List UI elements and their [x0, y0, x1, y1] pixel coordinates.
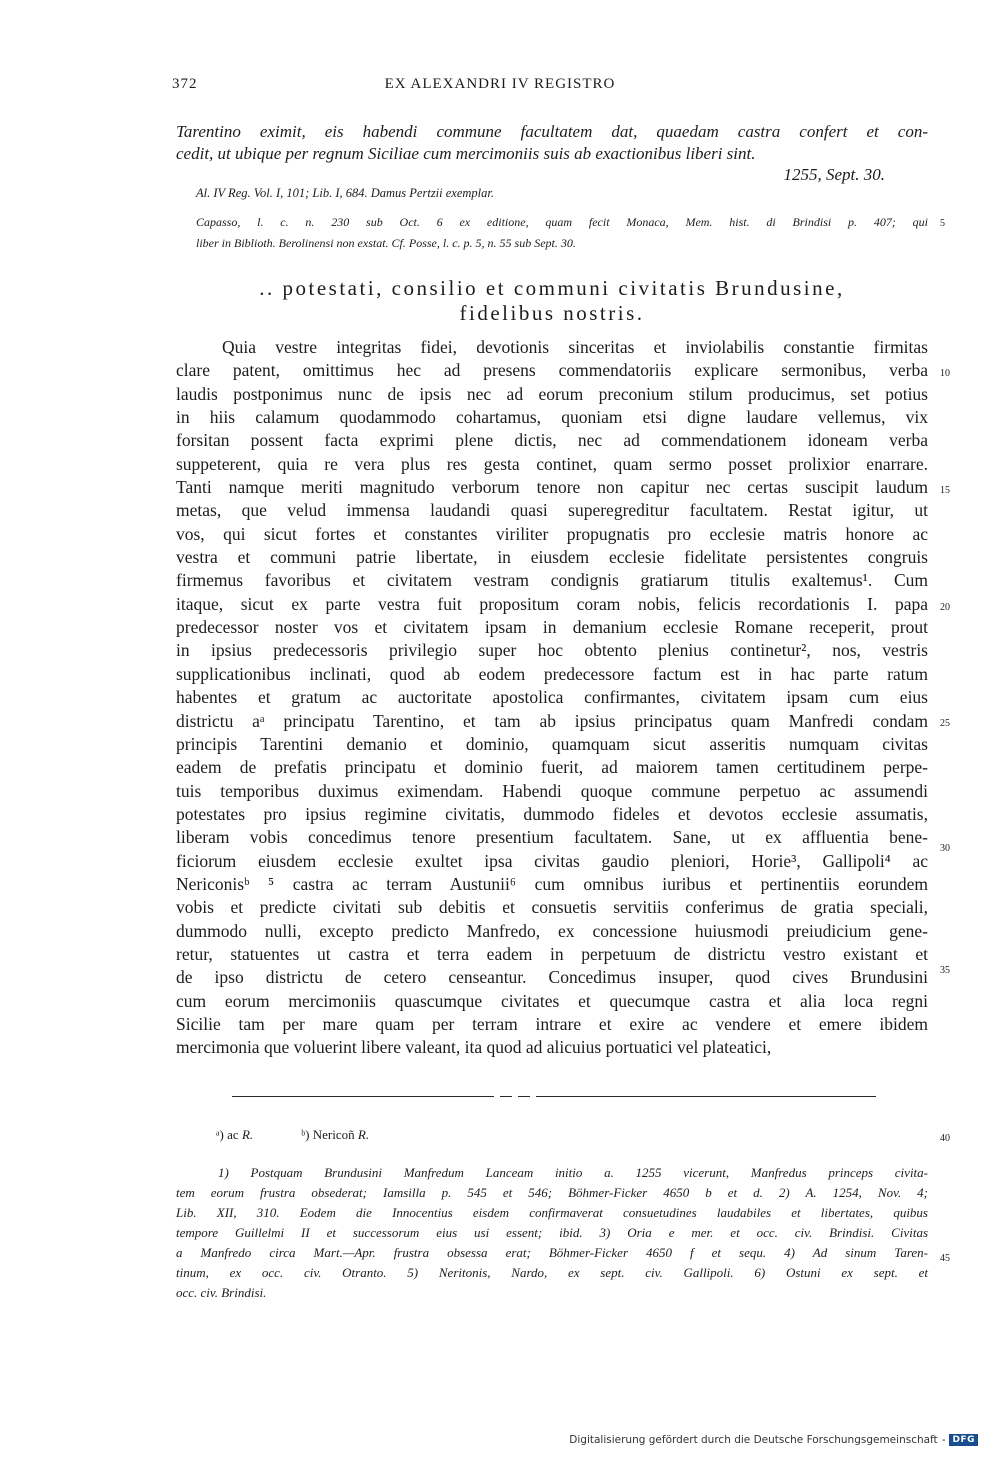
document-summary [176, 121, 928, 165]
body-line: in hiis calamum quodammodo cohartamus, quoniam etsi digne laudare vellemus, vix [176, 407, 928, 428]
body-line: eadem de prefatis principatu et dominio fuerit, ad maiorem tamen certitudinem perpe- [176, 757, 928, 778]
body-line: laudis postponimus nunc de ipsis nec ad eorum preconium stilum producimus, set potius [176, 383, 928, 404]
footnotes [176, 1163, 928, 1303]
footnote-rule [500, 1096, 512, 1097]
margin-line-number: 5 [940, 218, 945, 229]
footnote-line: tempore Guillelmi II et successorum eius usi essent; ibid. 3) Oria e mer. et occ. civ. Brindisi. Civitas [176, 1225, 928, 1240]
body-line: dummodo nulli, excepto predicto Manfredo, ex concessione huiusmodi preiudicium gene- [176, 920, 928, 941]
body-line: suppeterent, quia re vera plus res gesta continet, quam sermo posset prolixior enarrare. [176, 453, 928, 474]
apparatus-siglum: R. [241, 1127, 254, 1142]
source-reference: Al. IV Reg. Vol. I, 101; Lib. I, 684. Damus Pertzii exemplar. [196, 186, 494, 200]
footnote-line: tem eorum frustra obsederat; Iamsilla p. 545 et 546; Böhmer-Ficker 4650 b et d. 2) A. 1254, Nov. 4; [176, 1185, 928, 1200]
summary-line: Tarentino eximit, eis habendi commune facultatem dat, quaedam castra confert et con- [176, 122, 928, 141]
body-line: potestates pro ipsius regimine civitatis, dummodo fideles et devotos ecclesie assumatis, [176, 803, 928, 824]
body-line: in ipsius predecessoris privilegio super hoc obtento plenius continetur², nos, vestris [176, 640, 928, 661]
address-line: .. potestati, consilio et communi civitatis Brundusine, [259, 276, 845, 300]
body-line: forsitan possent facta exprimi plene dictis, nec ad commendationem idoneam verba [176, 430, 928, 451]
footnote-line: occ. civ. Brindisi. [176, 1285, 267, 1300]
body-line: tuis temporibus duximus eximendam. Habendi quoque commune perpetuo ac assumendi [176, 780, 928, 801]
apparatus-note-b: ᵇ) Nericoñ [301, 1127, 358, 1142]
body-line: supplicationibus inclinati, quod ab eodem predecessore factum est in hac parte ratum [176, 663, 928, 684]
editorial-notes [196, 212, 928, 254]
body-line: predecessor noster vos et civitatem ipsam in demanium ecclesie Romane receperit, prout [176, 617, 928, 638]
body-line: Sicilie tam per mare quam per terram intrare et exire ac vendere et emere ibidem [176, 1013, 928, 1034]
body-line: itaque, sicut ex parte vestra fuit propositum coram nobis, felicis recordationis I. papa [176, 593, 928, 614]
body-line: habentes et gratum ac auctoritate apostolica confirmantes, civitatem ipsam cum eius [176, 687, 928, 708]
address-heading [176, 276, 928, 326]
summary-line: cedit, ut ubique per regnum Siciliae cum mercimoniis suis ab exactionibus liberi sint. [176, 144, 756, 163]
body-line: vos, qui sicut fortes et constantes viriliter propugnatis pro ecclesie matris honore ac [176, 523, 928, 544]
footnote-line: Lib. XII, 310. Eodem die Innocentius eisdem confirmaverat consuetudines laudabiles et libertates, quibus [176, 1205, 928, 1220]
body-line: de ipso districtu de cetero censeantur. Concedimus insuper, quod cives Brundusini [176, 967, 928, 988]
letter-body [176, 336, 928, 1060]
textual-apparatus [216, 1127, 369, 1143]
body-line: vobis et predicte civitati sub debitis et consuetis servitiis conferimus de gratia speciali, [176, 897, 928, 918]
margin-line-number: 10 [940, 368, 950, 379]
body-line: Nericonisᵇ ⁵ castra ac terram Austunii⁶ cum omnibus iuribus et pertinentiis eorundem [176, 873, 928, 894]
editorial-note-line: Capasso, l. c. n. 230 sub Oct. 6 ex editione, quam fecit Monaca, Mem. hist. di Brindisi p. 407; qui [196, 215, 928, 229]
apparatus-siglum: R. [357, 1127, 370, 1142]
body-line: vestra et communi patrie libertate, in eiusdem ecclesie fidelitate persistentes congruis [176, 547, 928, 568]
footnote-rule [518, 1096, 530, 1097]
running-title: EX ALEXANDRI IV REGISTRO [384, 76, 616, 92]
body-line: Tanti namque meriti magnitudo verborum tenore non capitur nec certas suscipit laudum [176, 477, 928, 498]
footnote-rule [232, 1096, 494, 1097]
body-line: ficiorum eiusdem ecclesie exultet ipsa civitas gaudio pleniori, Horie³, Gallipoli⁴ ac [176, 850, 928, 871]
body-line: retur, statuentes ut castra et terra eadem in perpetuum de districtu vestro existant et [176, 943, 928, 964]
editorial-note-line: liber in Biblioth. Berolinensi non exstat. Cf. Posse, l. c. p. 5, n. 55 sub Sept. 30. [196, 236, 576, 250]
credit-text: Digitalisierung gefördert durch die Deutsche Forschungsgemeinschaft [569, 1434, 938, 1446]
apparatus-note-a: ᵃ) ac [216, 1127, 242, 1142]
body-line: liberam vobis concedimus tenore presentium facultatem. Sane, ut ex affluentia bene- [176, 827, 928, 848]
margin-line-number: 20 [940, 602, 950, 613]
footnote-line: 1) Postquam Brundusini Manfredum Lanceam initio a. 1255 vicerunt, Manfredus princeps civita- [218, 1165, 928, 1180]
footnote-rule [536, 1096, 876, 1097]
digitization-credit: Digitalisierung gefördert durch die Deutsche Forschungsgemeinschaft - DFG [569, 1434, 978, 1446]
body-line: clare patent, omittimus hec ad presens commendatoriis explicare sermonibus, verba [176, 360, 928, 381]
margin-line-number: 15 [940, 485, 950, 496]
footnote-line: a Manfredo circa Mart.—Apr. frustra obsessa erat; Böhmer-Ficker 4650 f et sequ. 4) Ad sinum Taren- [176, 1245, 928, 1260]
footnote-line: tinum, ex occ. civ. Otranto. 5) Neritonis, Nardo, ex sept. civ. Gallipoli. 6) Ostuni ex sept. et [176, 1265, 928, 1280]
margin-line-number: 30 [940, 843, 950, 854]
address-line: fidelibus nostris. [459, 301, 645, 325]
document-date: 1255, Sept. 30. [783, 165, 885, 184]
body-line: cum eorum mercimoniis quascumque civitates et quecumque castra et alia loca regni [176, 990, 928, 1011]
page-number: 372 [172, 76, 198, 92]
dfg-logo-icon: DFG [949, 1434, 978, 1446]
body-line: mercimonia que voluerint libere valeant, ita quod ad alicuius portuatici vel plateatici, [176, 1037, 772, 1058]
body-line: districtu aᵃ principatu Tarentino, et tam ab ipsius principatus quam Manfredi condam [176, 710, 928, 731]
margin-line-number: 25 [940, 718, 950, 729]
body-line: firmemus favoribus et civitatem vestram condignis gratiarum titulis exaltemus¹. Cum [176, 570, 928, 591]
body-line: metas, que velud immensa laudandi quasi superegreditur facultatem. Restat igitur, ut [176, 500, 928, 521]
margin-line-number: 40 [940, 1133, 950, 1144]
margin-line-number: 35 [940, 965, 950, 976]
body-line: principis Tarentini demanio et dominio, quamquam sicut asseritis numquam civitas [176, 733, 928, 754]
body-line: Quia vestre integritas fidei, devotionis sinceritas et inviolabilis constantie firmitas [222, 337, 928, 357]
margin-line-number: 45 [940, 1253, 950, 1264]
